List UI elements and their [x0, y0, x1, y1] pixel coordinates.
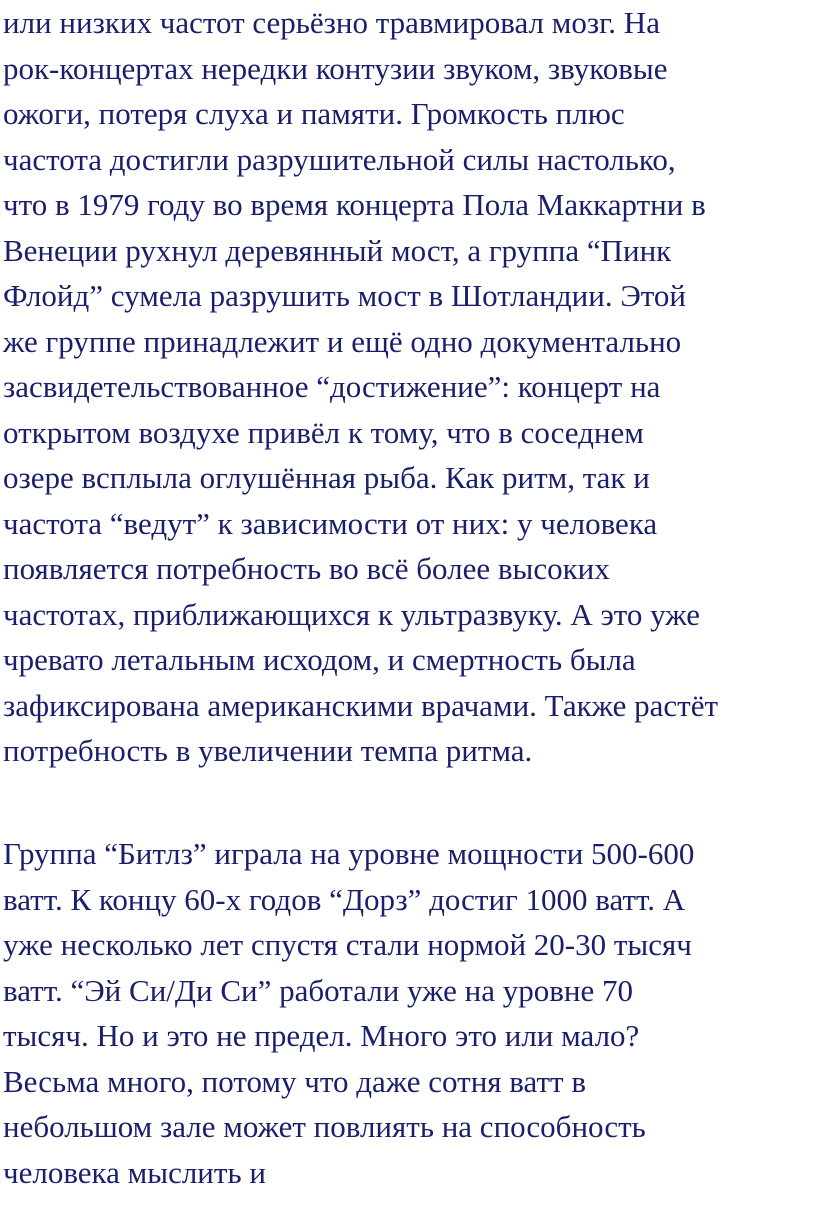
- paragraph-line: Группа “Битлз” играла на уровне мощности 500-600: [3, 836, 695, 871]
- paragraph-line: уже несколько лет спустя стали нормой 20-30 тысяч: [3, 927, 692, 962]
- paragraph-line: чревато летальным исходом, и смертность была: [3, 642, 636, 677]
- paragraph-line: озере всплыла оглушённая рыба. Как ритм, так и: [3, 460, 650, 495]
- paragraph-line: Флойд” сумела разрушить мост в Шотландии. Этой: [3, 278, 687, 313]
- paragraph-line: открытом воздухе привёл к тому, что в соседнем: [3, 414, 644, 450]
- paragraph-line: что в 1979 году во время концерта Пола Маккартни в: [3, 187, 706, 222]
- paragraph-line: небольшом зале может повлиять на способность: [3, 1109, 646, 1144]
- paragraph-1: [3, 0, 815, 774]
- paragraph-line: Венеции рухнул деревянный мост, а группа “Пинк: [3, 232, 672, 268]
- paragraph-line: частотах, приближающихся к ультразвуку. А это уже: [3, 596, 701, 632]
- paragraph-line: тысяч. Но и это не предел. Много это или мало?: [3, 1018, 640, 1053]
- paragraph-line: засвидетельствованное “достижение”: концерт на: [3, 369, 661, 404]
- paragraph-line: частота “ведут” к зависимости от них: у человека: [3, 505, 658, 541]
- paragraph-line: ватт. “Эй Си/Ди Си” работали уже на уровне 70: [3, 972, 633, 1008]
- paragraph-line: ожоги, потеря слуха и памяти. Громкость плюс: [3, 96, 625, 131]
- paragraph-line: потребность в увеличении темпа ритма.: [3, 733, 533, 768]
- paragraph-line: человека мыслить и: [3, 1154, 266, 1190]
- paragraph-line: Весьма много, потому что даже сотня ватт в: [3, 1063, 586, 1099]
- paragraph-line: ватт. К концу 60-х годов “Дорз” достиг 1000 ватт. А: [3, 881, 686, 917]
- paragraph-2: [3, 831, 815, 1195]
- paragraph-line: появляется потребность во всё более высоких: [3, 551, 610, 586]
- paragraph-line: же группе принадлежит и ещё одно документально: [3, 323, 682, 359]
- paragraph-line: или низких частот серьёзно травмировал мозг. На: [3, 5, 660, 40]
- paragraph-line: частота достигли разрушительной силы настолько,: [3, 141, 676, 177]
- paragraph-line: зафиксирована американскими врачами. Также растёт: [3, 687, 719, 723]
- paragraph-line: рок-концертах нередки контузии звуком, звуковые: [3, 50, 668, 86]
